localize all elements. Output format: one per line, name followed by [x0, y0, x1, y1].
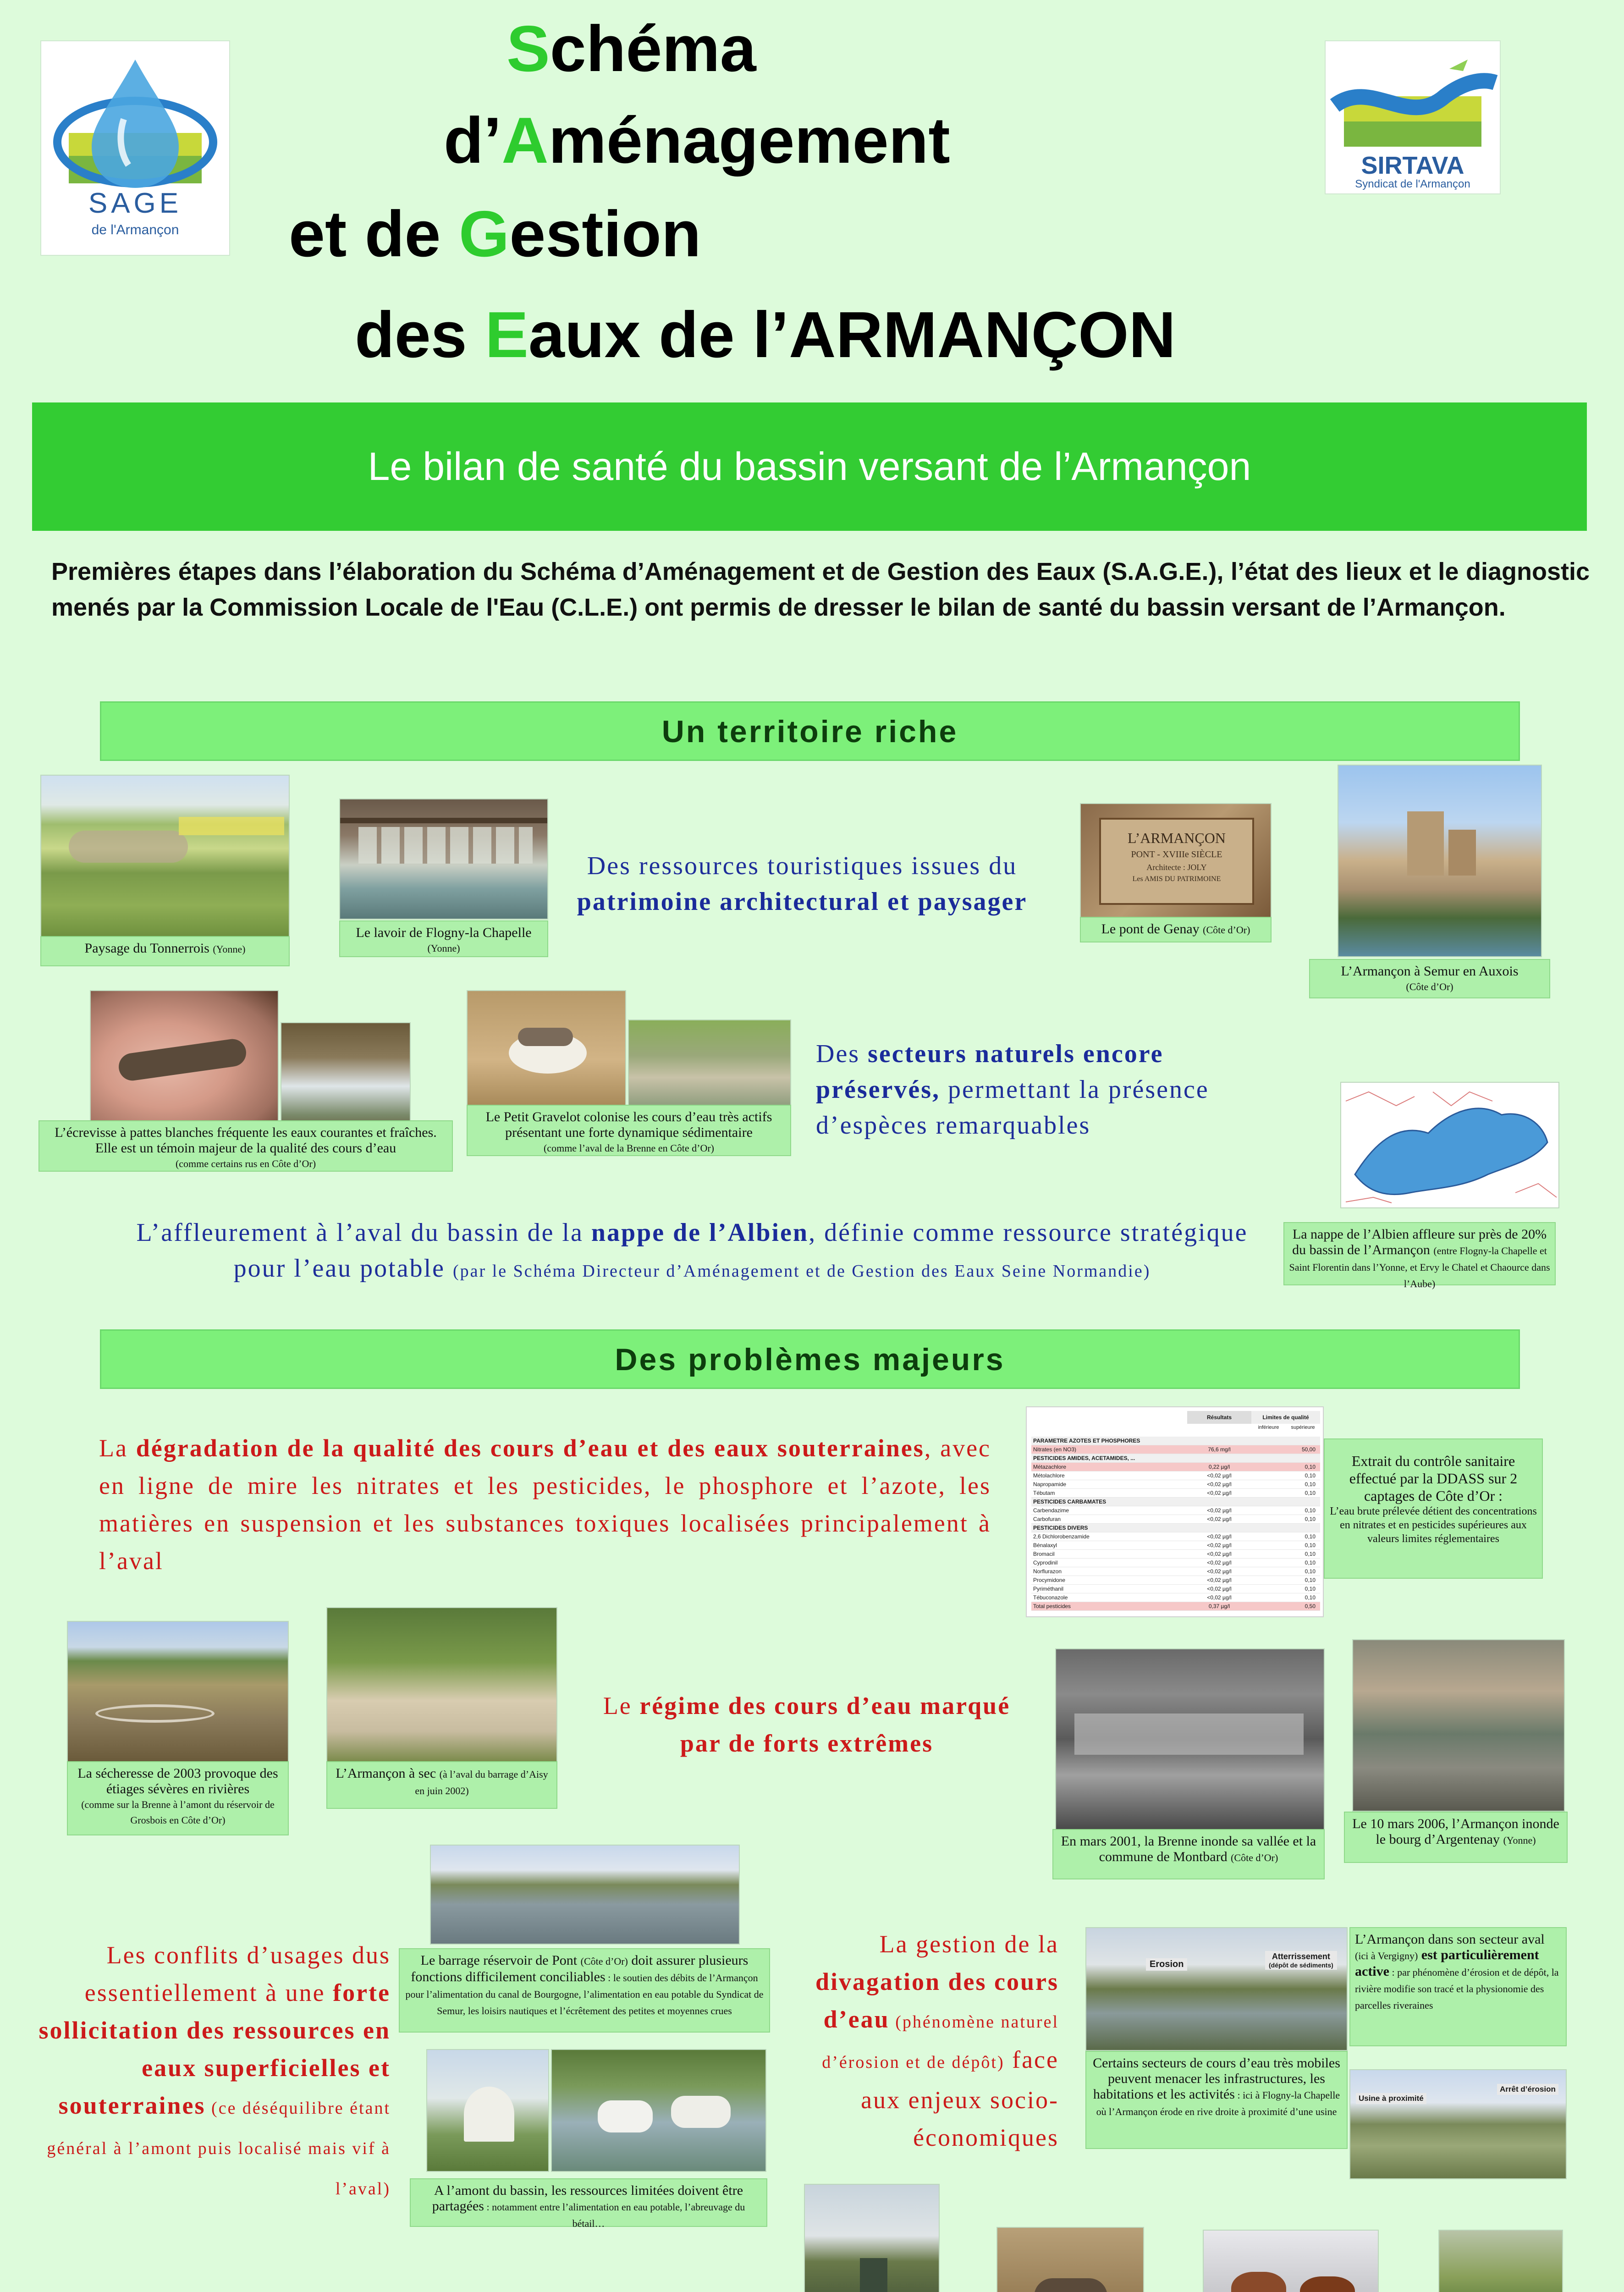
genay-sign-line1: L’ARMANÇON [1128, 830, 1226, 846]
caption-flogny-main: Certains secteurs de cours d’eau très mobiles peuvent menacer les infrastructures, les habitations et les activités [1093, 2055, 1340, 2102]
caption-vergigny [1349, 1927, 1567, 2046]
title-line-1 [506, 12, 756, 85]
caption-semur-small: (Côte d’Or) [1406, 981, 1453, 992]
text-degradation-pre: La [99, 1434, 136, 1462]
table-cell-value: <0,02 µg/l [1207, 1594, 1232, 1601]
table-cell-label: PESTICIDES AMIDES, ACETAMIDES, ... [1033, 1455, 1135, 1461]
table-cell-label: Norflurazon [1033, 1568, 1062, 1575]
table-row [1031, 1559, 1320, 1567]
table-cell-label: 2,6 Dichlorobenzamide [1033, 1533, 1090, 1540]
caption-montbard [1052, 1829, 1325, 1879]
table-cell-limit: 0,10 [1305, 1559, 1316, 1566]
caption-tonnerrois-main: Paysage du Tonnerrois [84, 941, 209, 956]
table-cell-label: Métazachlore [1033, 1464, 1067, 1470]
table-cell-limit: 0,10 [1305, 1516, 1316, 1522]
text-conflits-small: (ce déséquilibre étant général à l’amont puis localisé mais vif à l’aval) [47, 2099, 391, 2198]
text-albien-pre: L’affleurement à l’aval du bassin de la [136, 1218, 591, 1247]
table-cell-value [1187, 1454, 1251, 1462]
text-albien-mid: , définie comme ressource stratégique pour l’eau potable [233, 1218, 1248, 1283]
section-heading-territoire: Un territoire riche [100, 701, 1520, 761]
text-albien-small: (par le Schéma Directeur d’Aménagement et de Gestion des Eaux Seine Normandie) [453, 1262, 1151, 1281]
table-cell-value [1187, 1437, 1251, 1445]
photo-vergigny [1085, 1927, 1348, 2051]
text-albien-bold: nappe de l’Albien [591, 1218, 809, 1247]
caption-flogny-small: : ici à Flogny-la Chapelle où l’Armançon érode en rive droite à proximité d’une usine [1096, 2089, 1340, 2117]
table-cell-value: <0,02 µg/l [1207, 1490, 1232, 1496]
table-cell-limit: 0,10 [1305, 1586, 1316, 1592]
table-ddass [1026, 1406, 1324, 1617]
table-row [1031, 1515, 1320, 1524]
text-tourism-line1: Des ressources touristiques issues du [587, 852, 1018, 880]
text-degradation-post: , avec en ligne de mire les nitrates et les pesticides, le phosphore et l’azote, les matières en suspension et les substances toxiques localisées principalement à l’aval [99, 1434, 991, 1575]
caption-gravelot-small: (comme l’aval de la Brenne en Côte d’Or) [543, 1142, 714, 1154]
table-cell-limit: 0,10 [1305, 1542, 1316, 1548]
photo-secheresse [67, 1621, 289, 1763]
table-cell-value: <0,02 µg/l [1207, 1568, 1232, 1575]
title-line-4 [355, 298, 1176, 371]
table-cell-label: Tébutam [1033, 1490, 1055, 1496]
table-cell-label: Bénalaxyl [1033, 1542, 1057, 1548]
text-regime-bold: régime des cours d’eau marqué par de forts extrêmes [639, 1692, 1011, 1757]
genay-sign-line4: Les AMIS DU PATRIMOINE [1132, 875, 1221, 883]
table-row [1031, 1593, 1320, 1602]
caption-secheresse [67, 1761, 289, 1835]
table-row [1031, 1567, 1320, 1576]
table-cell-value: <0,02 µg/l [1207, 1472, 1232, 1479]
caption-genay-main: Le pont de Genay [1101, 921, 1200, 937]
table-cell-label: Carbofuran [1033, 1516, 1061, 1522]
table-cell-label: Nitrates (en NO3) [1033, 1446, 1077, 1453]
genay-sign-line2: PONT - XVIIIe SIÈCLE [1131, 849, 1222, 860]
caption-vergigny-small2: : par phénomène d’érosion et de dépôt, la rivière modifie son tracé et la physionomie des parcelles riveraines [1355, 1967, 1559, 2011]
caption-nappe-small: (entre Flogny-la Chapelle et Saint Florentin dans l’Yonne, et Ervy le Chatel et Chaource dans l’Aube) [1289, 1245, 1550, 1289]
caption-lavoir [339, 920, 548, 957]
caption-secheresse-main: La sécheresse de 2003 provoque des étiages sévères en rivières [77, 1766, 278, 1796]
photo-argentenay [1352, 1639, 1565, 1812]
table-header-limites: Limites de qualité [1251, 1411, 1320, 1424]
caption-nappe [1283, 1222, 1556, 1289]
table-cell-value: <0,02 µg/l [1207, 1577, 1232, 1583]
text-conflits [18, 1936, 391, 2208]
photo-lavoir [339, 799, 548, 920]
table-cell-label: Métolachlore [1033, 1472, 1065, 1479]
text-tourism [550, 848, 1054, 920]
caption-vergigny-main: L’Armançon dans son secteur aval [1355, 1932, 1545, 1947]
table-cell-limit [1251, 1524, 1320, 1532]
table-cell-label: Carbendazime [1033, 1507, 1069, 1514]
text-divagation-bold: divagation des cours d’eau [815, 1968, 1059, 2033]
section-heading-problemes: Des problèmes majeurs [100, 1329, 1520, 1389]
table-cell-label: PESTICIDES DIVERS [1033, 1525, 1088, 1531]
label-usine: Usine à proximité [1356, 2093, 1426, 2104]
table-cell-label: Pyriméthanil [1033, 1586, 1064, 1592]
label-atterrissement [1265, 1951, 1337, 1970]
photo-ecrevisse-signal [1203, 2230, 1379, 2292]
genay-sign-line3: Architecte : JOLY [1146, 863, 1207, 872]
table-cell-limit: 0,10 [1305, 1577, 1316, 1583]
title-pre-2: d’ [444, 104, 502, 177]
title-cap-a: A [501, 104, 549, 177]
caption-semur-main: L’Armançon à Semur en Auxois [1341, 964, 1519, 979]
photo-eutrophisation [1438, 2230, 1563, 2292]
table-cell-limit: 0,10 [1305, 1472, 1316, 1479]
table-cell-limit: 0,10 [1305, 1594, 1316, 1601]
caption-genay-small: (Côte d’Or) [1203, 924, 1250, 936]
subtitle-banner: Le bilan de santé du bassin versant de l’Armançon [32, 402, 1587, 531]
table-row [1031, 1489, 1320, 1498]
title-pre-4: des [355, 298, 485, 371]
text-divagation-pre: La gestion de la [879, 1930, 1059, 1958]
photo-genay-sign [1080, 803, 1272, 918]
caption-montbard-main: En mars 2001, la Brenne inonde sa vallée et la commune de Montbard [1061, 1834, 1316, 1864]
caption-asec-small: (à l’aval du barrage d’Aisy en juin 2002) [415, 1769, 548, 1796]
caption-lavoir-small: (Yonne) [427, 942, 460, 954]
table-cell-value: <0,02 µg/l [1207, 1542, 1232, 1548]
table-cell-value: 76,6 mg/l [1208, 1446, 1231, 1453]
title-rest-1: chéma [550, 12, 756, 85]
photo-gravelot [467, 990, 626, 1107]
label-atterrissement-main: Atterrissement [1272, 1952, 1330, 1961]
table-cell-label: Total pesticides [1033, 1603, 1071, 1609]
table-header-inf: inférieure [1258, 1425, 1279, 1430]
table-cell-label: PARAMETRE AZOTES ET PHOSPHORES [1033, 1438, 1140, 1444]
caption-asec [326, 1761, 557, 1809]
table-row [1031, 1524, 1320, 1532]
table-cell-value: <0,02 µg/l [1207, 1551, 1232, 1557]
caption-tonnerrois-small: (Yonne) [213, 943, 246, 955]
caption-lavoir-main: Le lavoir de Flogny-la Chapelle [356, 925, 532, 940]
caption-ecrevisse-main: L’écrevisse à pattes blanches fréquente les eaux courantes et fraîches. Elle est un témoin majeur de la qualité des cours d’eau [55, 1125, 437, 1156]
caption-barrage-small1: (Côte d’Or) [580, 1956, 628, 1967]
caption-nappe-main: La nappe de l’Albien affleure sur près de 20% du bassin de l’Armançon [1292, 1227, 1547, 1257]
caption-vergigny-small1: (ici à Vergigny) [1355, 1950, 1418, 1961]
text-degradation-bold: dégradation de la qualité des cours d’eau et des eaux souterraines [136, 1434, 925, 1462]
table-row [1031, 1454, 1320, 1463]
table-cell-value: <0,02 µg/l [1207, 1533, 1232, 1540]
caption-argentenay [1344, 1812, 1568, 1863]
table-cell-value: <0,02 µg/l [1207, 1559, 1232, 1566]
table-row [1031, 1437, 1320, 1445]
table-row [1031, 1498, 1320, 1506]
table-cell-label: Procymidone [1033, 1577, 1066, 1583]
table-cell-limit: 0,10 [1305, 1481, 1316, 1488]
caption-argentenay-small: (Yonne) [1503, 1835, 1536, 1846]
text-natural-post: permettant la présence d’espèces remarquables [816, 1075, 1209, 1140]
table-row [1031, 1541, 1320, 1550]
text-degradation [99, 1429, 991, 1580]
caption-amont [410, 2178, 767, 2227]
caption-ddass-small: L’eau brute prélevée détient des concentrations en nitrates et en pesticides supérieures aux valeurs limites réglementaires [1330, 1505, 1537, 1545]
photo-brenne [628, 1019, 791, 1109]
table-row [1031, 1471, 1320, 1480]
caption-montbard-small: (Côte d’Or) [1231, 1852, 1278, 1863]
caption-vergigny-main2: est particulièrement active [1355, 1947, 1539, 1979]
photo-ragondin [996, 2227, 1144, 2292]
title-rest-2: ménagement [548, 104, 950, 177]
table-header-sup: supérieure [1291, 1425, 1315, 1430]
caption-gravelot-main: Le Petit Gravelot colonise les cours d’eau très actifs présentant une forte dynamique sédimentaire [485, 1109, 772, 1140]
table-row [1031, 1445, 1320, 1454]
table-cell-limit: 0,10 [1305, 1490, 1316, 1496]
table-row [1031, 1506, 1320, 1515]
label-atterrissement-sub: (dépôt de sédiments) [1269, 1961, 1333, 1969]
text-conflits-pre: Les conflits d’usages dus essentiellement à une [84, 1941, 391, 2006]
sirtava-logo-sub: Syndicat de l'Armançon [1355, 178, 1470, 190]
title-line-3 [289, 198, 701, 270]
caption-gravelot [467, 1105, 791, 1156]
text-divagation-post: face aux enjeux socio-économiques [861, 2046, 1059, 2151]
table-cell-limit [1251, 1498, 1320, 1506]
text-regime [587, 1687, 1027, 1762]
sage-logo-sub: de l'Armançon [91, 222, 179, 237]
table-cell-value: <0,02 µg/l [1207, 1516, 1232, 1522]
table-cell-label: Napropamide [1033, 1481, 1067, 1488]
photo-flogny [1349, 2069, 1567, 2179]
title-cap-g: G [458, 198, 510, 270]
table-row [1031, 1602, 1320, 1611]
caption-amont-small: : notamment entre l’alimentation en eau potable, l’abreuvage du bétail… [484, 2201, 745, 2229]
table-cell-limit: 0,10 [1305, 1507, 1316, 1514]
caption-argentenay-main: Le 10 mars 2006, l’Armançon inonde le bourg d’Argentenay [1352, 1816, 1559, 1847]
text-regime-pre: Le [603, 1692, 640, 1719]
caption-barrage-small2: : le soutien des débits de l’Armançon pour l’alimentation du canal de Bourgogne, l’alimentation en eau potable du Syndicat de Semur, les loisirs nautiques et l’écrêtement des petites et moyennes crues [405, 1972, 764, 2017]
table-row [1031, 1585, 1320, 1593]
table-cell-label: PESTICIDES CARBAMATES [1033, 1499, 1107, 1505]
title-rest-4: aux de l’ARMANÇON [528, 298, 1176, 371]
table-cell-value: 0,22 µg/l [1208, 1464, 1230, 1470]
caption-semur [1309, 959, 1550, 998]
table-header-resultats: Résultats [1187, 1411, 1251, 1424]
table-cell-label: Bromacil [1033, 1551, 1055, 1557]
text-natural [816, 1036, 1247, 1143]
table-cell-limit: 50,00 [1301, 1446, 1316, 1453]
caption-tonnerrois [40, 936, 290, 966]
label-erosion: Erosion [1146, 1958, 1187, 1971]
table-cell-value [1187, 1524, 1251, 1532]
photo-chenal [804, 2184, 940, 2292]
table-cell-limit: 0,10 [1305, 1551, 1316, 1557]
sirtava-logo-graphic [1326, 41, 1500, 156]
sage-logo-word: SAGE [88, 187, 182, 219]
table-row [1031, 1550, 1320, 1559]
table-cell-value: <0,02 µg/l [1207, 1481, 1232, 1488]
caption-barrage [399, 1948, 770, 2033]
sirtava-logo [1325, 40, 1501, 194]
caption-ecrevisse [39, 1120, 453, 1172]
text-conflits-bold: forte sollicitation des ressources en eaux superficielles et souterraines [39, 1979, 391, 2119]
photo-tonnerrois [40, 775, 290, 939]
table-row [1031, 1480, 1320, 1489]
title-cap-e: E [485, 298, 528, 371]
table-cell-value: 0,37 µg/l [1208, 1603, 1230, 1609]
label-arret: Arrêt d’érosion [1497, 2084, 1558, 2095]
map-albien-graphic [1341, 1083, 1558, 1207]
text-divagation-small: (phénomène naturel d’érosion et de dépôt) [822, 2012, 1059, 2072]
caption-genay [1080, 917, 1272, 942]
table-row [1031, 1576, 1320, 1585]
photo-chateau-eau [426, 2049, 549, 2172]
text-natural-pre: Des [816, 1040, 868, 1068]
text-divagation [779, 1925, 1059, 2156]
title-cap-s: S [506, 12, 550, 85]
photo-montbard [1055, 1648, 1325, 1830]
photo-semur [1338, 765, 1542, 957]
table-cell-limit [1251, 1437, 1320, 1445]
table-cell-value: <0,02 µg/l [1207, 1507, 1232, 1514]
photo-barrage [430, 1845, 740, 1945]
table-row [1031, 1463, 1320, 1471]
title-pre-3: et de [289, 198, 459, 270]
table-row [1031, 1532, 1320, 1541]
table-cell-limit: 0,10 [1305, 1568, 1316, 1575]
table-cell-label: Cyprodinil [1033, 1559, 1058, 1566]
caption-barrage-main2: doit assurer plusieurs fonctions difficilement conciliables [411, 1953, 749, 1984]
text-natural-bold: secteurs naturels encore préservés, [816, 1040, 1164, 1104]
caption-ddass-main: Extrait du contrôle sanitaire effectué par la DDASS sur 2 captages de Côte d’Or : [1349, 1453, 1518, 1504]
map-albien [1340, 1082, 1559, 1208]
caption-barrage-main1: Le barrage réservoir de Pont [420, 1953, 578, 1968]
caption-amont-main: A l’amont du bassin, les ressources limitées doivent être partagées [432, 2183, 743, 2214]
sage-logo [40, 40, 230, 256]
table-cell-limit: 0,50 [1305, 1603, 1316, 1609]
caption-ecrevisse-small: (comme certains rus en Côte d’Or) [175, 1158, 316, 1169]
table-cell-value [1187, 1498, 1251, 1506]
intro-paragraph: Premières étapes dans l’élaboration du Schéma d’Aménagement et de Gestion des Eaux (S.A.G.E.), l’état des lieux et le diagnostic menés par la Commission Locale de l'Eau (C.L.E.) ont permis de dresser le bilan de santé du bassin versant de l’Armançon. [51, 558, 1590, 621]
caption-ddass [1324, 1438, 1543, 1579]
table-cell-label: Tébuconazole [1033, 1594, 1068, 1601]
sirtava-logo-word: SIRTAVA [1361, 152, 1464, 179]
title-line-2 [444, 104, 950, 177]
table-rows [1031, 1437, 1320, 1611]
table-cell-value: <0,02 µg/l [1207, 1586, 1232, 1592]
table-cell-limit: 0,10 [1305, 1533, 1316, 1540]
caption-asec-main: L’Armançon à sec [336, 1766, 436, 1781]
text-tourism-line2: patrimoine architectural et paysager [577, 887, 1028, 916]
photo-vaches [551, 2049, 766, 2172]
caption-flogny [1085, 2051, 1348, 2149]
text-albien [119, 1215, 1265, 1289]
photo-asec [326, 1607, 557, 1763]
photo-ecrevisse [90, 990, 279, 1128]
table-cell-limit [1251, 1454, 1320, 1462]
table-cell-limit: 0,10 [1305, 1464, 1316, 1470]
caption-secheresse-small: (comme sur la Brenne à l’amont du réservoir de Grosbois en Côte d’Or) [81, 1799, 275, 1826]
title-rest-3: estion [509, 198, 701, 270]
